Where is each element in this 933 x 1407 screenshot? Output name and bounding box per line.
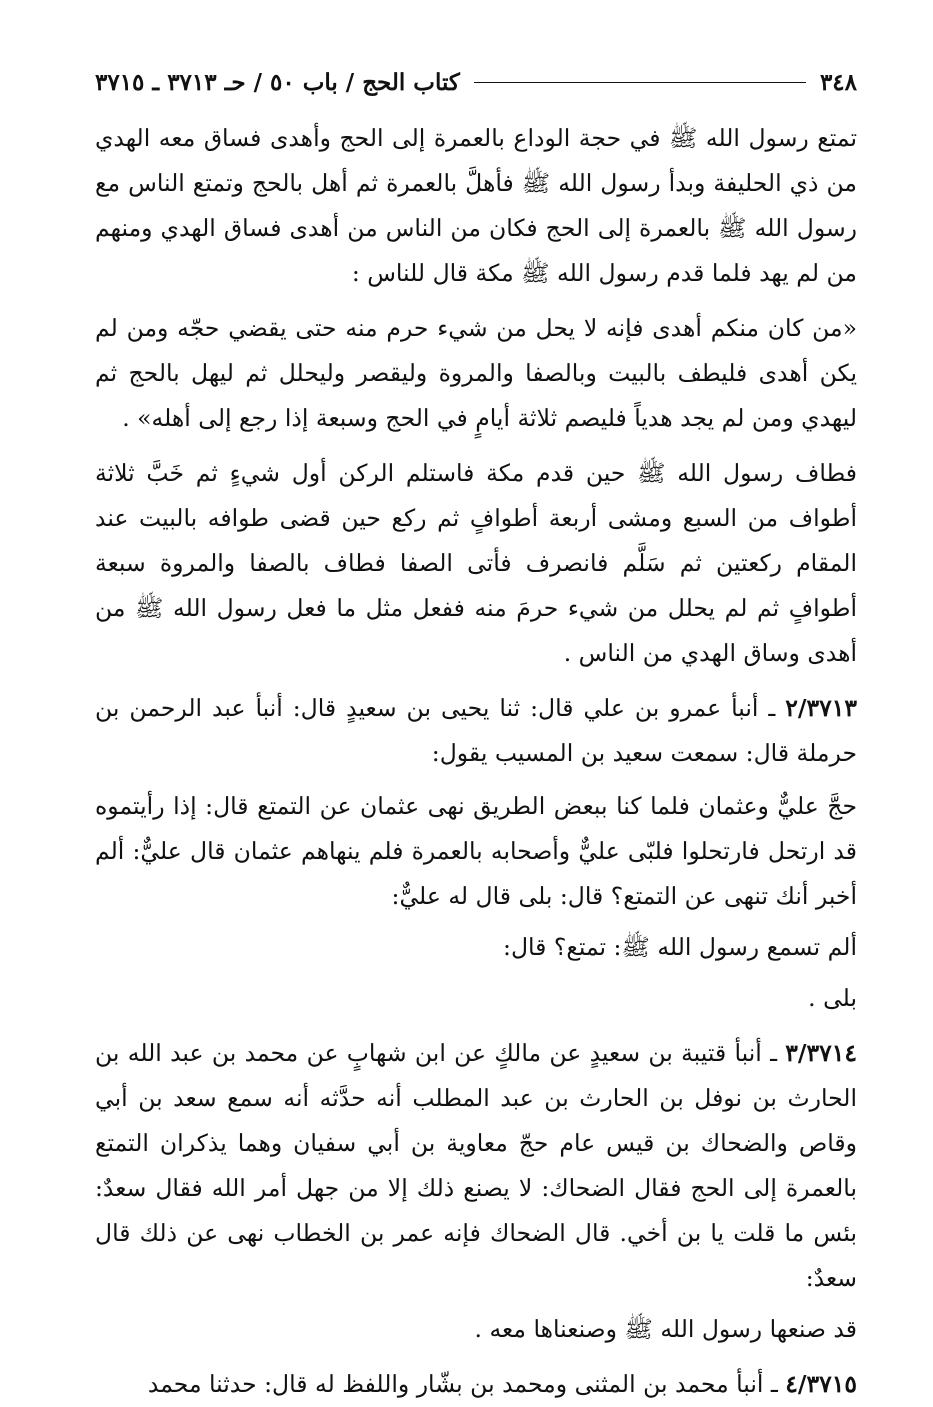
running-title: كتاب الحج / باب ٥٠ / حـ ٣٧١٣ ـ ٣٧١٥ <box>95 68 460 96</box>
hadith-isnad-text: ـ أنبأ عمرو بن علي قال: ثنا يحيى بن سعيدٍ قال: أنبأ عبد الرحمن بن حرملة قال: سمعت سعيد بن المسيب يقول: <box>95 694 857 767</box>
hadith-3714-isnad <box>95 1031 857 1301</box>
hadith-3713-isnad <box>95 686 857 776</box>
hadith-isnad-text: ـ أنبأ قتيبة بن سعيدٍ عن مالكٍ عن ابن شهابٍ عن محمد بن عبد الله بن الحارث بن نوفل بن الحارث بن عبد المطلب أنه حدَّثه أنه سمع سعد بن أبي وقاص والضحاك بن قيس عام حجّ معاوية بن أبي سفيان وهما يذكران التمتع بالعمرة إلى الحج فقال الضحاك: لا يصنع ذلك إلا من جهل أمر الله فقال سعدٌ: بئس ما قلت يا بن أخي. قال الضحاك فإنه عمر بن الخطاب نهى عن ذلك قال سعدٌ: <box>95 1039 857 1292</box>
paragraph-tamattu: تمتع رسول الله ﷺ في حجة الوداع بالعمرة إلى الحج وأهدى فساق معه الهدي من ذي الحليفة وبدأ رسول الله ﷺ فأهلَّ بالعمرة ثم أهل بالحج وتمتع الناس مع رسول الله ﷺ بالعمرة إلى الحج فكان من الناس من أهدى فساق الهدي ومنهم من لم يهد فلما قدم رسول الله ﷺ مكة قال للناس : <box>95 124 857 287</box>
hadith-3713-question: ألم تسمع رسول الله ﷺ: تمتع؟ قال: <box>503 933 857 961</box>
page-header <box>95 62 857 102</box>
hadith-number: ٤/٣٧١٥ <box>785 1370 857 1398</box>
hadith-3715-isnad <box>95 1362 857 1407</box>
book-page <box>95 62 857 1407</box>
paragraph-tawaf: فطاف رسول الله ﷺ حين قدم مكة فاستلم الركن أول شيءٍ ثم خَبَّ ثلاثة أطواف من السبع ومشى أربعة أطوافٍ ثم ركع حين قضى طوافه بالبيت عند المقام ركعتين ثم سَلَّم فانصرف فأتى الصفا فطاف بالصفا والمروة سبعة أطوافٍ ثم لم يحلل من شيء حرمَ منه ففعل مثل ما فعل رسول الله ﷺ من أهدى وساق الهدي من الناس . <box>95 459 857 667</box>
hadith-number: ٣/٣٧١٤ <box>785 1039 857 1067</box>
hadith-3713-text: حجَّ عليٌّ وعثمان فلما كنا ببعض الطريق نهى عثمان عن التمتع قال: إذا رأيتموه قد ارتحل فارتحلوا فلبّى عليٌّ وأصحابه بالعمرة فلم ينهاهم عثمان قال عليٌّ: ألم أخبر أنك تنهى عن التمتع؟ قال: بلى قال له عليٌّ: <box>95 792 857 910</box>
page-number: ٣٤٨ <box>819 68 857 96</box>
hadith-3714-saad-reply: قد صنعها رسول الله ﷺ وصنعناها معه . <box>474 1315 857 1343</box>
hadith-isnad-text: ـ أنبأ محمد بن المثنى ومحمد بن بشّار واللفظ له قال: حدثنا محمد <box>147 1370 786 1398</box>
hadith-3713-answer: بلى . <box>808 984 857 1012</box>
header-rule <box>474 82 806 83</box>
hadith-number: ٢/٣٧١٣ <box>785 694 857 722</box>
paragraph-prophet-speech: «من كان منكم أهدى فإنه لا يحل من شيء حرم منه حتى يقضي حجّه ومن لم يكن أهدى فليطف بالبيت وبالصفا والمروة وليقصر وليحلل ثم ليهل بالحج ثم ليهدي ومن لم يجد هدياً فليصم ثلاثة أيامٍ في الحج وسبعة إذا رجع إلى أهله» . <box>95 314 857 432</box>
